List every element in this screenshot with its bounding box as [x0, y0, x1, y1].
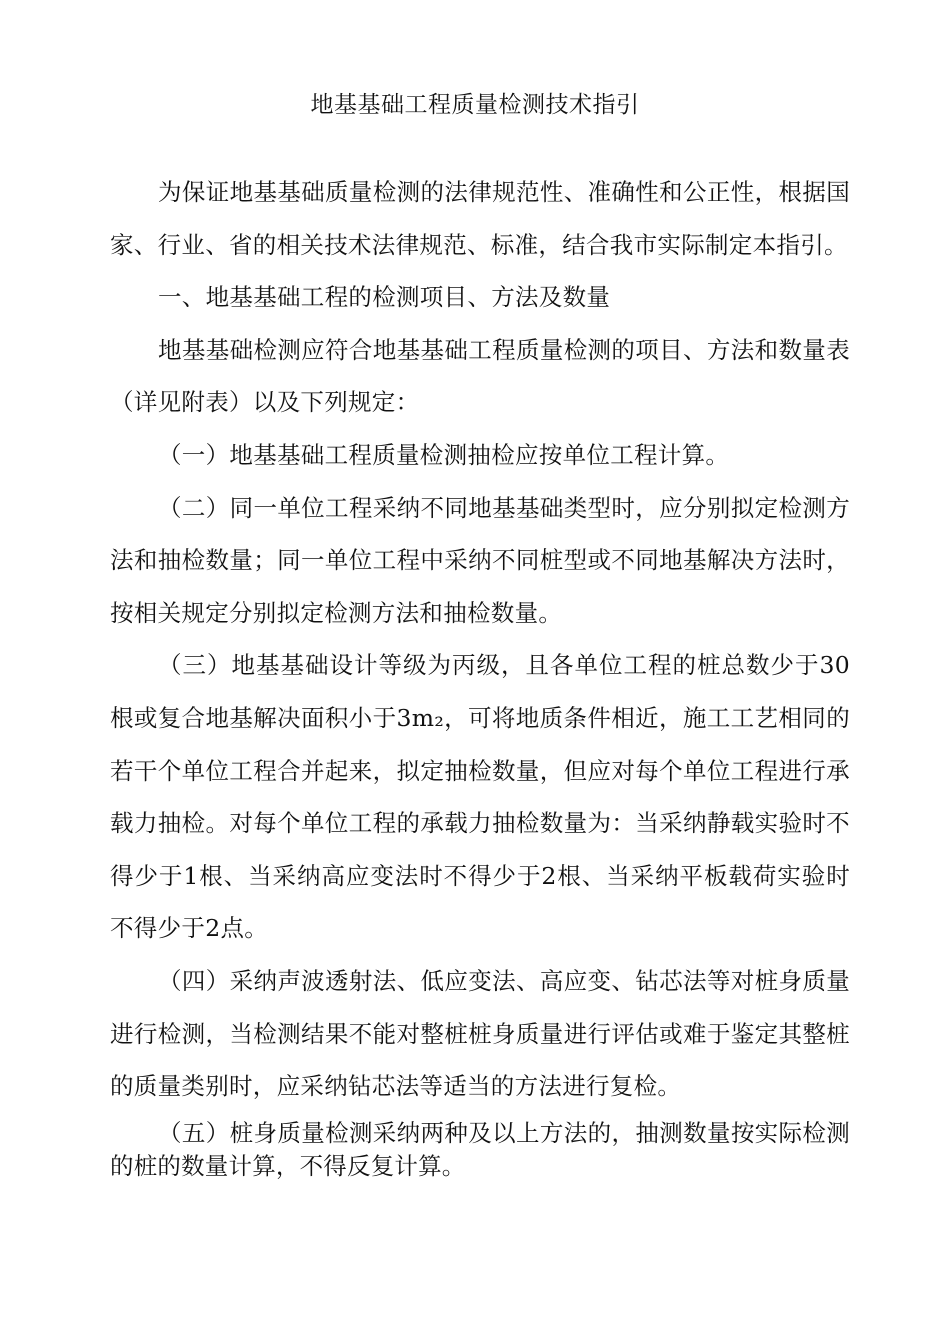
section-heading-1: 一、地基基础工程的检测项目、方法及数量 — [158, 283, 611, 312]
rule-paragraph-3: （三）地基基础设计等级为丙级，且各单位工程的桩总数少于30根或复合地基解决面积小于3m₂，可将地质条件相近，施工工艺相同的若干个单位工程合并起来，拟定抽检数量，但应对每个单位工程进行承载力抽检。对每个单位工程的承载力抽检数量为：当采纳静载实验时不得少于1根、当采纳高应变法时不得少于2根、当采纳平板载荷实验时不得少于2点。 — [110, 651, 850, 943]
document-body — [110, 166, 850, 1183]
rule-paragraph-4: （四）采纳声波透射法、低应变法、高应变、钻芯法等对桩身质量进行检测，当检测结果不能对整桩桩身质量进行评估或难于鉴定其整桩的质量类别时，应采纳钻芯法等适当的方法进行复检。 — [110, 966, 850, 1101]
rule-paragraph-2: （二）同一单位工程采纳不同地基基础类型时，应分别拟定检测方法和抽检数量；同一单位工程中采纳不同桩型或不同地基解决方法时，按相关规定分别拟定检测方法和抽检数量。 — [110, 493, 850, 627]
section-intro-paragraph: 地基基础检测应符合地基基础工程质量检测的项目、方法和数量表（详见附表）以及下列规定： — [110, 335, 850, 417]
rule-paragraph-1: （一）地基基础工程质量检测抽检应按单位工程计算。 — [158, 440, 730, 469]
document-title: 地基基础工程质量检测技术指引 — [310, 92, 640, 118]
rule-paragraph-5: （五）桩身质量检测采纳两种及以上方法的，抽测数量按实际检测的桩的数量计算，不得反复计算。 — [110, 1118, 850, 1180]
intro-paragraph: 为保证地基基础质量检测的法律规范性、准确性和公正性，根据国家、行业、省的相关技术法律规范、标准，结合我市实际制定本指引。 — [110, 178, 850, 259]
